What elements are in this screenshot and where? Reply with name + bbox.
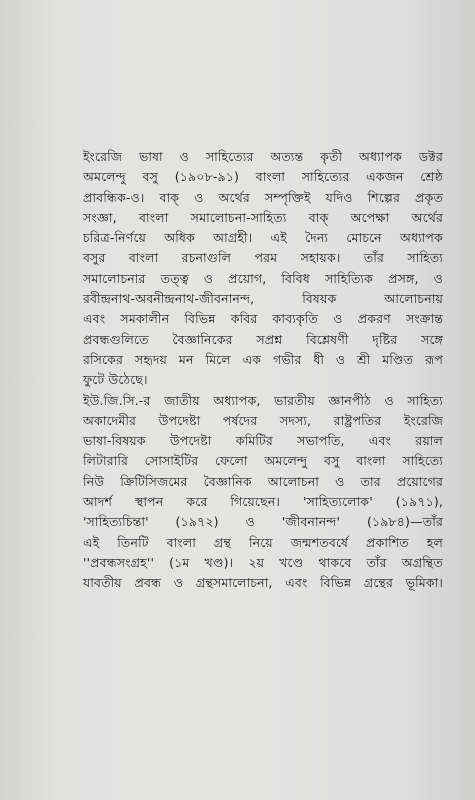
text-line: নিউ ক্রিটিসিজমের বৈজ্ঞানিক আলোচনা ও তার প্রয়োগের (83, 473, 443, 489)
text-line: সমালোচনার তত্ত্ব ও প্রয়োগ, বিবিধ সাহিত্যিক প্রসঙ্গ, ও (83, 270, 443, 286)
paragraph-2 (83, 391, 443, 594)
text-line: অমলেন্দু বসু (১৯০৮-৯১) বাংলা সাহিত্যের একজন শ্রেষ্ঠ (83, 169, 443, 185)
text-line: যাবতীয় প্রবন্ধ ও গ্রন্থসমালোচনা, এবং বিভিন্ন গ্রন্থের ভূমিকা। (83, 575, 443, 591)
text-line: ফুটে উঠেছে। (83, 372, 148, 388)
text-line: সংজ্ঞা, বাংলা সমালোচনা-সাহিত্য বাক্‌ অপেক্ষা অর্থের (83, 209, 443, 225)
text-line: ভাষা-বিষয়ক উপদেষ্টা কমিটির সভাপতি, এবং রয়াল (83, 433, 443, 449)
text-line: রসিকের সহৃদয় মন মিলে এক গভীর ধী ও শ্রী মণ্ডিত রূপ (83, 351, 443, 367)
text-line: ইউ.জি.সি.-র জাতীয় অধ্যাপক, ভারতীয় জ্ঞানপীঠ ও সাহিত্য (83, 392, 443, 408)
text-line: লিটারারি সোসাইটির ফেলো অমলেন্দু বসু বাংলা সাহিত্যে (83, 453, 443, 469)
text-line: এই তিনটি বাংলা গ্রন্থ নিয়ে জন্মশতবর্ষে প্রকাশিত হল (83, 534, 443, 550)
text-line: বসুর বাংলা রচনাগুলি পরম সহায়ক। তাঁর সাহিত্য (83, 250, 443, 266)
text-line: চরিত্র-নির্ণয়ে অধিক আগ্রহী। এই দৈন্য মোচনে অধ্যাপক (83, 230, 443, 246)
paragraph-1 (83, 147, 443, 391)
text-line: আদর্শ স্থাপন করে গিয়েছেন। 'সাহিত্যলোক' (১৯৭১), (83, 494, 443, 510)
text-line: 'সাহিত্যচিন্তা' (১৯৭২) ও 'জীবনানন্দ' (১৯৮৪)—তাঁর (83, 514, 443, 530)
text-line: অকাদেমীর উপদেষ্টা পর্ষদের সদস্য, রাষ্ট্রপতির ইংরেজি (83, 412, 443, 428)
text-line: এবং সমকালীন বিভিন্ন কবির কাব্যকৃতি ও প্রকরণ সংক্রান্ত (83, 311, 443, 327)
text-line: ইংরেজি ভাষা ও সাহিত্যের অত্যন্ত কৃতী অধ্যাপক ডক্টর (83, 149, 443, 164)
text-line: ''প্রবন্ধসংগ্রহ'' (১ম খণ্ড)। ২য় খণ্ডে থাকবে তাঁর অগ্রন্থিত (83, 554, 443, 570)
blurb-text (83, 147, 443, 594)
text-line: রবীন্দ্রনাথ-অবনীন্দ্রনাথ-জীবনানন্দ, বিষয়ক আলোচনায় (83, 291, 443, 307)
text-line: প্রবন্ধগুলিতে বৈজ্ঞানিকের সপ্রশ্ন বিশ্লেষণী দৃষ্টির সঙ্গে (83, 331, 443, 347)
text-line: প্রাবন্ধিক-ও। বাক্‌ ও অর্থের সম্পৃক্তিই যদিও শিল্পের প্রকৃত (83, 189, 443, 205)
